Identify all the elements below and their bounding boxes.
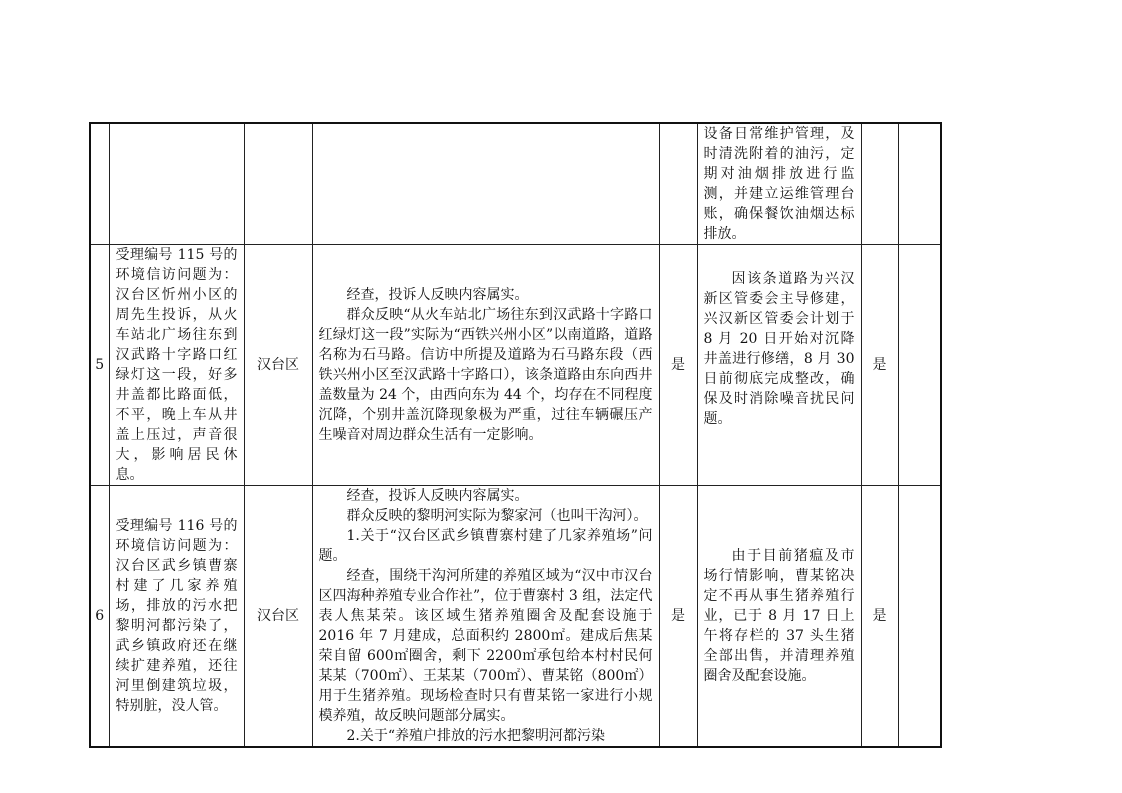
findings-cell xyxy=(312,123,659,245)
action-cell xyxy=(697,245,861,486)
table-row xyxy=(90,486,941,748)
issue-cell xyxy=(109,123,244,245)
done-cell xyxy=(861,123,898,245)
row-number xyxy=(90,123,109,245)
findings-paragraph: 群众反映“从火车站北广场往东到汉武路十字路口红绿灯这一段”实际为“西铁兴州小区”以南道路，道路名称为石马路。信访中所提及道路为石马路东段（西铁兴州小区至汉武路十字路口），该条道路由东向西井盖数量为 24 个，由西向东为 44 个，均存在不同程度沉降，个别井盖沉降现象极为严重，过往车辆碾压产生噪音对周边群众生活有一定影响。 xyxy=(318,307,653,443)
issue-cell xyxy=(109,245,244,486)
district-cell: 汉台区 xyxy=(244,245,312,486)
action-text: 由于目前猪瘟及市场行情影响，曹某铭决定不再从事生猪养殖行业，已于 8 月 17 日上午将存栏的 37 头生猪全部出售，并清理养殖圈舍及配套设施。 xyxy=(703,548,855,684)
row-number: 5 xyxy=(90,245,109,486)
findings-cell xyxy=(312,245,659,486)
extra-cell xyxy=(898,245,941,486)
action-text: 设备日常维护管理，及时清洗附着的油污，定期对油烟排放进行监测，并建立运维管理台账，确保餐饮油烟达标排放。 xyxy=(703,126,855,242)
district-cell xyxy=(244,123,312,245)
table-row xyxy=(90,123,941,245)
findings-paragraph: 经查，围绕干沟河所建的养殖区域为“汉中市汉台区四海种养殖专业合作社”，位于曹寨村 3 组，法定代表人焦某荣。该区域生猪养殖圈舍及配套设施于 2016 年 7 月建成，总面积约 2800㎡。建成后焦某荣自留 600㎡圈舍，剩下 2200㎡承包给本村村民何某某（700㎡）、王某某（700㎡）、曹某铭（800㎡）用于生猪养殖。现场检查时只有曹某铭一家进行小规模养殖，故反映问题部分属实。 xyxy=(318,568,657,724)
issue-text: 受理编号 116 号的环境信访问题为：汉台区武乡镇曹寨村建了几家养殖场，排放的污水把黎明河都污染了，武乡镇政府还在继续扩建养殖，还往河里倒建筑垃圾，特别脏，没人管。 xyxy=(115,518,238,714)
extra-cell xyxy=(898,123,941,245)
verified-cell: 是 xyxy=(659,245,697,486)
done-cell: 是 xyxy=(861,486,898,748)
issue-text: 受理编号 115 号的环境信访问题为：汉台区忻州小区的周先生投诉，从火车站北广场往东到汉武路十字路口红绿灯这一段，好多井盖都比路面低，不平，晚上车从井盖上压过，声音很大，影响居民休息。 xyxy=(115,247,238,483)
action-cell xyxy=(697,123,861,245)
district-cell: 汉台区 xyxy=(244,486,312,748)
verified-cell: 是 xyxy=(659,486,697,748)
row-number: 6 xyxy=(90,486,109,748)
report-table xyxy=(89,122,942,748)
done-cell: 是 xyxy=(861,245,898,486)
findings-paragraph: 1.关于“汉台区武乡镇曹寨村建了几家养殖场”问题。 xyxy=(318,528,653,564)
findings-paragraph: 群众反映的黎明河实际为黎家河（也叫干沟河）。 xyxy=(346,508,648,524)
verified-cell xyxy=(659,123,697,245)
action-cell xyxy=(697,486,861,748)
findings-cell xyxy=(312,486,659,748)
findings-paragraph: 经查，投诉人反映内容属实。 xyxy=(346,287,529,303)
action-text: 因该条道路为兴汉新区管委会主导修建，兴汉新区管委会计划于 8 月 20 日开始对沉降井盖进行修缮，8 月 30 日前彻底完成整改，确保及时消除噪音扰民问题。 xyxy=(703,271,859,427)
table-row xyxy=(90,245,941,486)
issue-cell xyxy=(109,486,244,748)
extra-cell xyxy=(898,486,941,748)
findings-paragraph: 2.关于“养殖户排放的污水把黎明河都污染 xyxy=(346,728,606,744)
findings-paragraph: 经查，投诉人反映内容属实。 xyxy=(346,488,529,504)
